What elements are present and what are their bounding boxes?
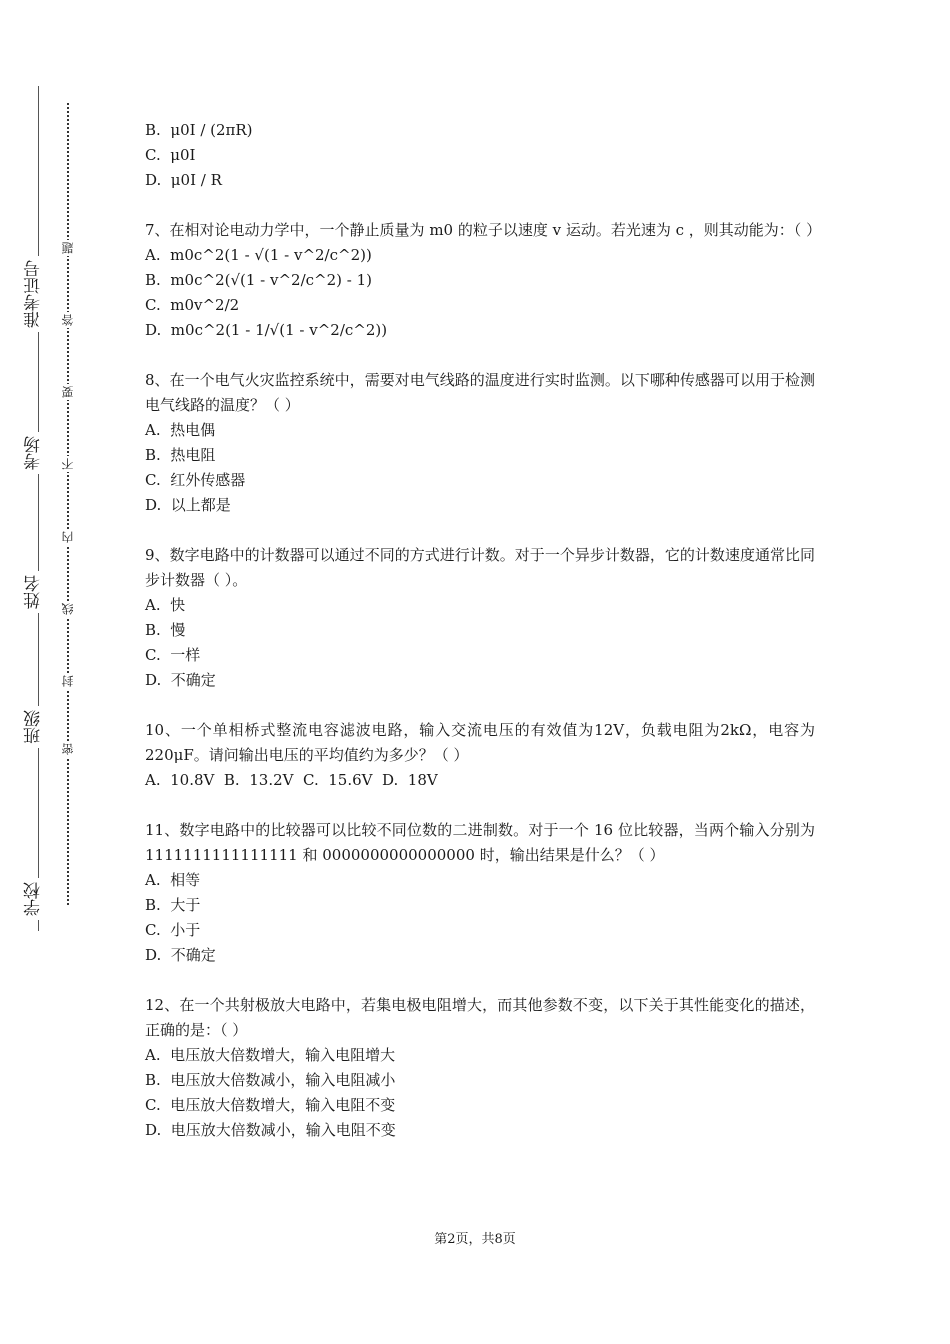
option-c: C. 红外传感器 <box>145 471 246 489</box>
question-11 <box>145 818 815 968</box>
option-b: B. μ0I / (2πR) <box>145 121 253 139</box>
question-10 <box>145 718 815 793</box>
option-b: B. 热电阻 <box>145 446 216 464</box>
field-exam-id-label: 准考证号 <box>22 256 46 332</box>
options-inline: A. 10.8V B. 13.2V C. 15.6V D. 18V <box>145 771 438 789</box>
seal-char: 要 <box>61 386 75 398</box>
option-a: A. 快 <box>145 596 186 614</box>
question-stem: 11、数字电路中的比较器可以比较不同位数的二进制数。对于一个 16 位比较器，当两个输入分别为 1111111111111111 和 0000000000000000 时，输出结果是什么？（ ） <box>145 821 815 864</box>
seal-char: 内 <box>61 531 75 543</box>
seal-dotted-line <box>67 103 69 905</box>
option-b: B. m0c^2(√(1 - v^2/c^2) - 1) <box>145 271 373 289</box>
option-a: A. 热电偶 <box>145 421 216 439</box>
option-b: B. 电压放大倍数减小，输入电阻减小 <box>145 1071 396 1089</box>
question-6-continued <box>145 118 815 193</box>
option-c: C. μ0I <box>145 146 196 164</box>
option-d: D. 不确定 <box>145 946 216 964</box>
seal-char: 线 <box>61 603 75 615</box>
option-d: D. m0c^2(1 - 1/√(1 - v^2/c^2)) <box>145 321 388 339</box>
option-b: B. 慢 <box>145 621 186 639</box>
question-stem: 12、在一个共射极放大电路中，若集电极电阻增大，而其他参数不变，以下关于其性能变化的描述，正确的是：（ ） <box>145 996 815 1039</box>
option-a: A. 相等 <box>145 871 201 889</box>
question-list <box>145 118 822 1168</box>
binding-solid-line <box>38 86 39 931</box>
question-stem: 9、数字电路中的计数器可以通过不同的方式进行计数。对于一个异步计数器，它的计数速度通常比同步计数器（ ）。 <box>145 546 815 589</box>
option-d: D. μ0I / R <box>145 171 222 189</box>
seal-char: 答 <box>61 314 75 326</box>
option-c: C. 电压放大倍数增大，输入电阻不变 <box>145 1096 396 1114</box>
question-8 <box>145 368 815 518</box>
option-c: C. m0v^2/2 <box>145 296 240 314</box>
option-a: A. 电压放大倍数增大，输入电阻增大 <box>145 1046 396 1064</box>
field-exam-room-label: 考场 <box>22 432 46 474</box>
option-a: A. m0c^2(1 - √(1 - v^2/c^2)) <box>145 246 372 264</box>
seal-char: 封 <box>61 675 75 687</box>
question-stem: 8、在一个电气火灾监控系统中，需要对电气线路的温度进行实时监测。以下哪种传感器可以用于检测电气线路的温度？（ ） <box>145 371 815 414</box>
option-b: B. 大于 <box>145 896 201 914</box>
option-d: D. 以上都是 <box>145 496 231 514</box>
question-stem: 10、一个单相桥式整流电容滤波电路，输入交流电压的有效值为12V，负载电阻为2kΩ，电容为220μF。请问输出电压的平均值约为多少？（ ） <box>145 721 815 764</box>
field-name-label: 姓名 <box>22 571 46 613</box>
page-number-footer: 第2页，共8页 <box>434 1232 516 1247</box>
field-class-label: 班级 <box>22 706 46 748</box>
question-stem: 7、在相对论电动力学中，一个静止质量为 m0 的粒子以速度 v 运动。若光速为 c ，则其动能为：（ ） <box>145 221 822 239</box>
option-d: D. 不确定 <box>145 671 216 689</box>
option-d: D. 电压放大倍数减小，输入电阻不变 <box>145 1121 396 1139</box>
question-9 <box>145 543 815 693</box>
seal-char: 题 <box>61 242 75 254</box>
option-c: C. 一样 <box>145 646 201 664</box>
option-c: C. 小于 <box>145 921 201 939</box>
seal-char: 密 <box>61 743 75 755</box>
question-7 <box>145 218 822 343</box>
seal-char: 不 <box>61 458 75 470</box>
field-school-label: 学校 <box>22 878 46 920</box>
question-12 <box>145 993 815 1143</box>
